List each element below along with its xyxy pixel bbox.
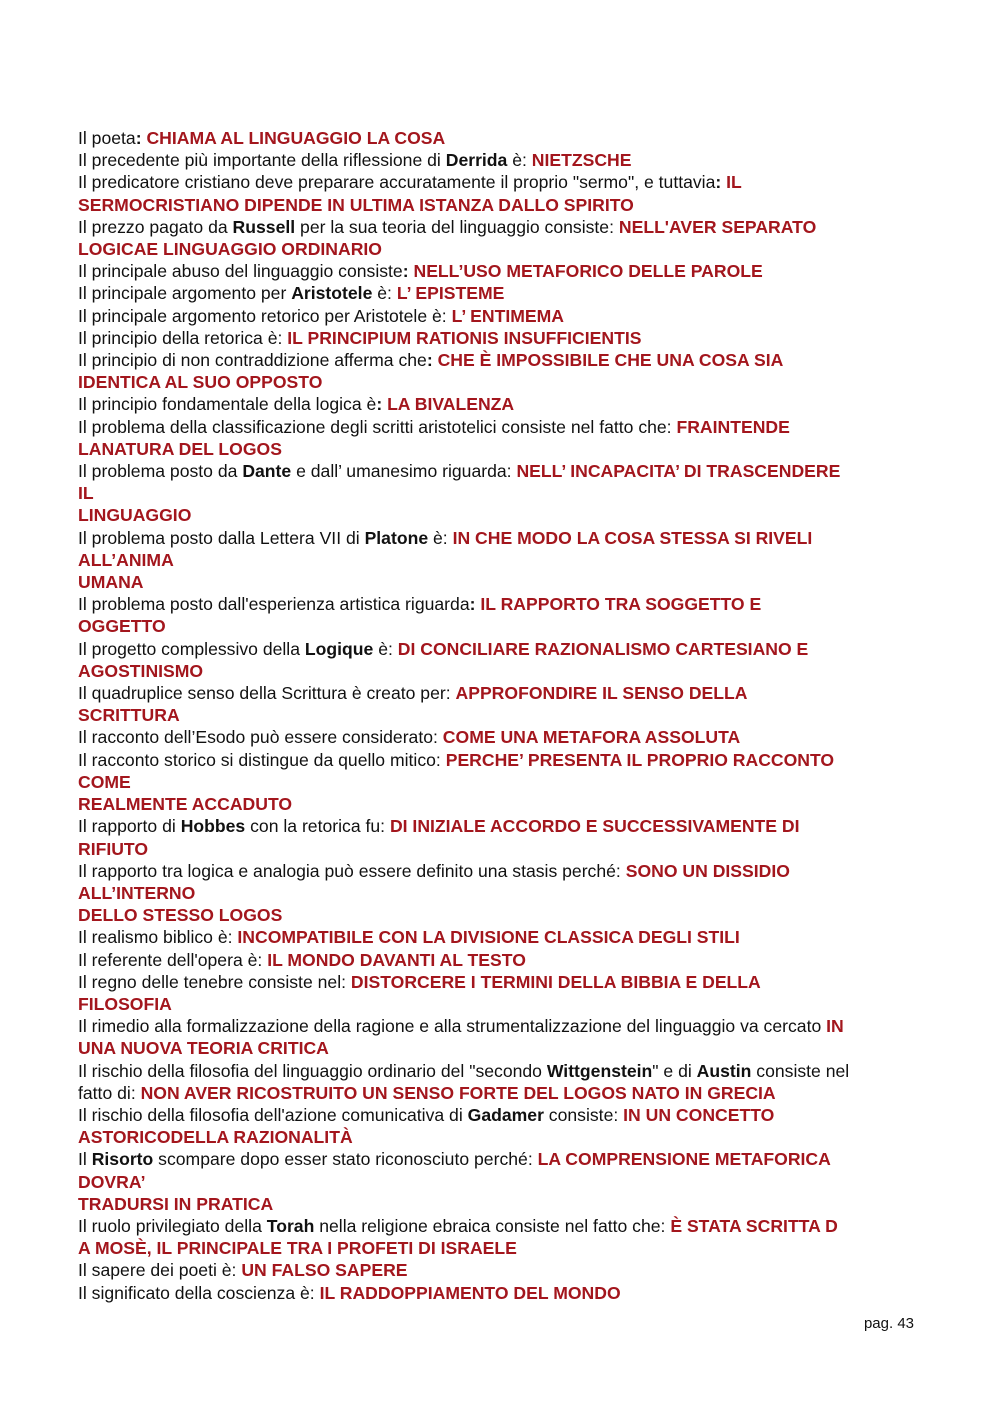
- question-text: Il precedente più importante della riflessione di: [78, 150, 446, 171]
- question-text: Il principio della retorica è:: [78, 327, 288, 348]
- question-text: Il referente dell'opera è:: [78, 949, 268, 970]
- question-text: Il problema posto da: [78, 461, 243, 482]
- qa-entry: [78, 149, 928, 171]
- answer-text: DISTORCERE I TERMINI DELLA BIBBIA E DELLA: [350, 971, 761, 992]
- answer-text: PERCHE’ PRESENTA IL PROPRIO RACCONTO: [445, 749, 835, 770]
- answer-text: ALL’ANIMA: [78, 549, 174, 570]
- answer-text: TRADURSI IN PRATICA: [78, 1193, 274, 1214]
- qa-entry: [78, 416, 928, 460]
- question-text: Il rischio della filosofia del linguaggio ordinario del "secondo: [78, 1060, 547, 1081]
- answer-text: RIFIUTO: [78, 838, 149, 859]
- question-text: Il principale argomento per: [78, 283, 292, 304]
- answer-text: INCOMPATIBILE CON LA DIVISIONE CLASSICA DEGLI STILI: [237, 927, 740, 948]
- bold-term: :: [135, 128, 147, 148]
- answer-text: IL MONDO DAVANTI AL TESTO: [267, 949, 526, 970]
- question-text: Il realismo biblico è:: [78, 927, 238, 948]
- answer-text: SCRITTURA: [78, 705, 180, 726]
- question-text: Il principio fondamentale della logica è: [78, 394, 377, 415]
- question-text: Il ruolo privilegiato della: [78, 1215, 267, 1236]
- qa-entry: [78, 127, 928, 149]
- bold-term: :: [376, 394, 388, 415]
- question-text: è:: [372, 283, 397, 304]
- answer-text: ALL’INTERNO: [78, 882, 196, 903]
- qa-entry: [78, 216, 928, 260]
- qa-entry: [78, 171, 928, 215]
- qa-entry: [78, 393, 928, 415]
- answer-text: SERMOCRISTIANO DIPENDE IN ULTIMA ISTANZA DALLO SPIRITO: [78, 194, 634, 215]
- answer-text: FRAINTENDE: [676, 416, 790, 437]
- answer-text: CHIAMA AL LINGUAGGIO LA COSA: [146, 128, 446, 148]
- qa-entry: [78, 726, 928, 748]
- question-text: è:: [373, 638, 398, 659]
- qa-entry: [78, 327, 928, 349]
- answer-text: LA BIVALENZA: [387, 394, 515, 415]
- question-text: nella religione ebraica consiste nel fatto che:: [314, 1215, 671, 1236]
- answer-text: NIETZSCHE: [531, 150, 632, 171]
- question-text: Il poeta: [78, 128, 136, 148]
- question-text: Il predicatore cristiano deve preparare accuratamente il proprio "sermo", e tuttavia: [78, 172, 716, 193]
- bold-term: Aristotele: [291, 283, 373, 304]
- bold-term: :: [402, 261, 414, 282]
- answer-text: UN FALSO SAPERE: [241, 1260, 408, 1281]
- question-text: Il prezzo pagato da: [78, 216, 233, 237]
- answer-text: IL: [78, 483, 94, 504]
- question-text: Il regno delle tenebre consiste nel:: [78, 971, 351, 992]
- bold-term: :: [715, 172, 727, 193]
- answer-text: LINGUAGGIO: [78, 505, 192, 526]
- qa-entry: [78, 1148, 928, 1215]
- bold-term: Risorto: [91, 1149, 154, 1170]
- answer-text: LOGICAE LINGUAGGIO ORDINARIO: [78, 239, 382, 260]
- answer-text: IL RADDOPPIAMENTO DEL MONDO: [319, 1282, 621, 1303]
- question-text: consiste:: [543, 1104, 624, 1125]
- answer-text: A MOSÈ, IL PRINCIPALE TRA I PROFETI DI ISRAELE: [78, 1238, 517, 1259]
- page-body: [78, 127, 928, 1304]
- answer-text: L’ ENTIMEMA: [451, 305, 564, 326]
- qa-entry: [78, 1104, 928, 1148]
- qa-entry: [78, 815, 928, 859]
- bold-term: Hobbes: [180, 816, 246, 837]
- qa-entry: [78, 682, 928, 726]
- answer-text: L’ EPISTEME: [396, 283, 505, 304]
- bold-term: :: [426, 350, 438, 371]
- answer-text: NELL’ INCAPACITA’ DI TRASCENDERE: [516, 461, 841, 482]
- qa-entry: [78, 260, 928, 282]
- question-text: Il racconto dell’Esodo può essere considerato:: [78, 727, 443, 748]
- answer-text: IN: [826, 1016, 844, 1037]
- bold-term: Derrida: [445, 150, 508, 171]
- question-text: Il sapere dei poeti è:: [78, 1260, 242, 1281]
- answer-text: UNA NUOVA TEORIA CRITICA: [78, 1038, 329, 1059]
- answer-text: IN CHE MODO LA COSA STESSA SI RIVELI: [452, 527, 813, 548]
- answer-text: NELL’USO METAFORICO DELLE PAROLE: [413, 261, 763, 282]
- answer-text: DELLO STESSO LOGOS: [78, 905, 283, 926]
- qa-entry: [78, 349, 928, 393]
- qa-entry: [78, 460, 928, 527]
- question-text: Il rischio della filosofia dell'azione comunicativa di: [78, 1104, 468, 1125]
- qa-entry: [78, 749, 928, 816]
- qa-entry: [78, 593, 928, 637]
- page-number: pag. 43: [863, 1315, 914, 1332]
- question-text: per la sua teoria del linguaggio consiste:: [295, 216, 619, 237]
- bold-term: Dante: [242, 461, 292, 482]
- answer-text: ASTORICODELLA RAZIONALITÀ: [78, 1127, 353, 1148]
- bold-term: Gadamer: [467, 1104, 544, 1125]
- question-text: Il principale abuso del linguaggio consiste: [78, 261, 403, 282]
- question-text: è:: [428, 527, 453, 548]
- bold-term: Platone: [364, 527, 429, 548]
- qa-entry: [78, 638, 928, 682]
- answer-text: LANATURA DEL LOGOS: [78, 438, 282, 459]
- qa-entry: [78, 1282, 928, 1304]
- bold-term: :: [469, 594, 481, 615]
- answer-text: IDENTICA AL SUO OPPOSTO: [78, 372, 323, 393]
- question-text: Il problema posto dall'esperienza artistica riguarda: [78, 594, 470, 615]
- answer-text: NON AVER RICOSTRUITO UN SENSO FORTE DEL LOGOS NATO IN GRECIA: [140, 1082, 776, 1103]
- qa-entry: [78, 1015, 928, 1059]
- qa-entry: [78, 1259, 928, 1281]
- bold-term: Logique: [304, 638, 374, 659]
- answer-text: È STATA SCRITTA D: [670, 1215, 838, 1236]
- question-text: Il principale argomento retorico per Aristotele è:: [78, 305, 452, 326]
- answer-text: OGGETTO: [78, 616, 166, 637]
- question-text: Il rapporto di: [78, 816, 181, 837]
- question-text: Il principio di non contraddizione afferma che: [78, 350, 427, 371]
- qa-entry: [78, 860, 928, 927]
- qa-entry: [78, 1060, 928, 1104]
- answer-text: REALMENTE ACCADUTO: [78, 794, 293, 815]
- question-text: Il rimedio alla formalizzazione della ragione e alla strumentalizzazione del linguaggio va cercato: [78, 1016, 827, 1037]
- question-text: Il problema posto dalla Lettera VII di: [78, 527, 365, 548]
- question-text: scompare dopo esser stato riconosciuto perché:: [153, 1149, 538, 1170]
- question-text: consiste nel: [751, 1060, 850, 1081]
- answer-text: DI CONCILIARE RAZIONALISMO CARTESIANO E: [397, 638, 809, 659]
- answer-text: DI INIZIALE ACCORDO E SUCCESSIVAMENTE DI: [389, 816, 800, 837]
- bold-term: Wittgenstein: [546, 1060, 653, 1081]
- answer-text: FILOSOFIA: [78, 993, 172, 1014]
- answer-text: IL RAPPORTO TRA SOGGETTO E: [480, 594, 762, 615]
- answer-text: NELL'AVER SEPARATO: [618, 216, 817, 237]
- question-text: Il racconto storico si distingue da quello mitico:: [78, 749, 446, 770]
- question-text: Il significato della coscienza è:: [78, 1282, 320, 1303]
- question-text: Il quadruplice senso della Scrittura è creato per:: [78, 683, 456, 704]
- answer-text: COME UNA METAFORA ASSOLUTA: [442, 727, 741, 748]
- qa-entry: [78, 305, 928, 327]
- bold-term: Russell: [232, 216, 296, 237]
- answer-text: COME: [78, 771, 131, 792]
- answer-text: DOVRA’: [78, 1171, 146, 1192]
- answer-text: LA COMPRENSIONE METAFORICA: [537, 1149, 831, 1170]
- question-text: con la retorica fu:: [245, 816, 390, 837]
- answer-text: SONO UN DISSIDIO: [625, 860, 790, 881]
- question-text: Il: [78, 1149, 92, 1170]
- question-text: Il problema della classificazione degli scritti aristotelici consiste nel fatto che:: [78, 416, 677, 437]
- answer-text: IN UN CONCETTO: [623, 1104, 775, 1125]
- qa-entry: [78, 527, 928, 594]
- answer-text: CHE È IMPOSSIBILE CHE UNA COSA SIA: [437, 350, 784, 371]
- bold-term: Torah: [266, 1215, 315, 1236]
- question-text: e dall’ umanesimo riguarda:: [291, 461, 517, 482]
- question-text: è:: [507, 150, 532, 171]
- answer-text: IL: [726, 172, 742, 193]
- question-text: Il rapporto tra logica e analogia può essere definito una stasis perché:: [78, 860, 626, 881]
- question-text: " e di: [652, 1060, 697, 1081]
- qa-entry: [78, 1215, 928, 1259]
- qa-entry: [78, 282, 928, 304]
- answer-text: IL PRINCIPIUM RATIONIS INSUFFICIENTIS: [287, 327, 642, 348]
- qa-entry: [78, 926, 928, 948]
- answer-text: AGOSTINISMO: [78, 660, 204, 681]
- bold-term: Austin: [696, 1060, 752, 1081]
- question-text: fatto di:: [78, 1082, 141, 1103]
- answer-text: UMANA: [78, 572, 144, 593]
- answer-text: APPROFONDIRE IL SENSO DELLA: [455, 683, 748, 704]
- question-text: Il progetto complessivo della: [78, 638, 305, 659]
- qa-entry: [78, 971, 928, 1015]
- qa-entry: [78, 949, 928, 971]
